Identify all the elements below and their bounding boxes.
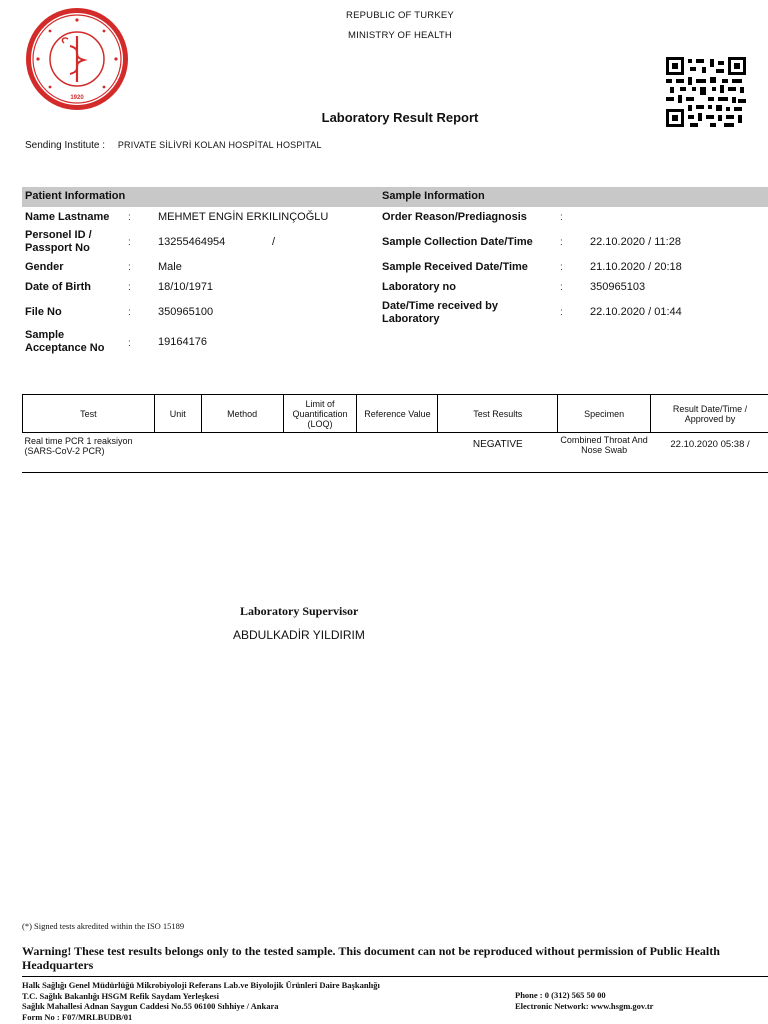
col-header-loq: Limit of Quantification (LOQ) — [283, 395, 357, 433]
sample-label-lab-received: Date/Time received by Laboratory — [382, 300, 498, 325]
col-header-reference: Reference Value — [357, 395, 438, 433]
footer-rule — [22, 976, 768, 977]
patient-passport-value: / — [272, 236, 276, 248]
supervisor-title: Laboratory Supervisor — [240, 604, 359, 618]
footer-address-line: Sağlık Mahallesi Adnan Saygun Caddesi No.55 06100 Sıhhiye / Ankara — [22, 1001, 279, 1011]
patient-label-name: Name Lastname — [25, 211, 110, 223]
sample-labno-value: 350965103 — [590, 281, 646, 293]
footer-address — [22, 980, 492, 1022]
col-header-method: Method — [201, 395, 283, 433]
patient-dob-value: 18/10/1971 — [158, 281, 214, 293]
footer-address-line: Halk Sağlığı Genel Müdürlüğü Mikrobiyoloji Referans Lab.ve Biyolojik Ürünleri Daire Başkanlığı — [22, 980, 380, 990]
footer-phone: Phone : 0 (312) 565 50 00 — [515, 990, 606, 1000]
sample-received-value: 21.10.2020 / 20:18 — [590, 261, 682, 273]
header-ministry: MINISTRY OF HEALTH — [348, 30, 452, 41]
colon: : — [560, 307, 563, 318]
table-row — [23, 433, 768, 459]
col-header-test: Test — [23, 395, 155, 433]
sample-collection-value: 22.10.2020 / 11:28 — [590, 236, 681, 248]
patient-gender-value: Male — [158, 261, 182, 273]
col-header-result: Test Results — [438, 395, 558, 433]
patient-label-acceptance: Sample Acceptance No — [25, 329, 105, 354]
patient-label-dob: Date of Birth — [25, 281, 91, 293]
cell-result: NEGATIVE — [472, 439, 523, 450]
patient-acceptance-value: 19164176 — [158, 336, 207, 348]
colon: : — [128, 307, 131, 318]
sample-label-collection: Sample Collection Date/Time — [382, 236, 533, 248]
table-header-row — [23, 395, 768, 433]
patient-id-value: 13255464954 — [158, 236, 226, 248]
report-title: Laboratory Result Report — [321, 110, 479, 125]
colon: : — [560, 262, 563, 273]
sample-lab-received-value: 22.10.2020 / 01:44 — [590, 306, 682, 318]
cell-date: 22.10.2020 05:38 / — [670, 439, 750, 450]
sample-label-reason: Order Reason/Prediagnosis — [382, 211, 527, 223]
colon: : — [128, 212, 131, 223]
header-country: REPUBLIC OF TURKEY — [346, 10, 454, 21]
footer-form-no: Form No : F07/MRLBUDB/01 — [22, 1011, 133, 1022]
patient-name-value: MEHMET ENGİN ERKILINÇOĞLU — [158, 211, 329, 223]
sending-institute-value: PRIVATE SİLİVRİ KOLAN HOSPİTAL HOSPITAL — [117, 140, 322, 150]
sample-info-heading: Sample Information — [382, 190, 485, 202]
footer-address-line: T.C. Sağlık Bakanlığı HSGM Refik Saydam Yerleşkesi — [22, 990, 219, 1001]
svg-text:1920: 1920 — [70, 95, 84, 101]
accreditation-footnote: (*) Signed tests akredited within the ISO 15189 — [22, 921, 185, 931]
sending-institute-label: Sending Institute : — [25, 140, 106, 151]
colon: : — [560, 237, 563, 248]
colon: : — [560, 282, 563, 293]
cell-specimen: Combined Throat And Nose Swab — [560, 435, 648, 455]
sample-label-labno: Laboratory no — [382, 281, 456, 293]
cell-reference — [357, 433, 438, 459]
cell-loq — [283, 433, 357, 459]
patient-file-value: 350965100 — [158, 306, 214, 318]
sending-institute — [25, 140, 322, 151]
colon: : — [128, 237, 131, 248]
colon: : — [128, 338, 131, 349]
table-bottom-rule — [22, 472, 768, 473]
results-table — [22, 394, 768, 458]
cell-unit — [154, 433, 201, 459]
patient-info-heading: Patient Information — [25, 190, 126, 202]
ministry-logo — [24, 6, 130, 112]
warning-text: Warning! These test results belongs only to the tested sample. This document can not be reproduced without permission of Public Health Headquarters — [22, 944, 720, 972]
info-section-header — [22, 187, 768, 207]
sample-label-received: Sample Received Date/Time — [382, 261, 528, 273]
patient-label-file: File No — [25, 306, 62, 318]
footer-network: Electronic Network: www.hsgm.gov.tr — [515, 1000, 654, 1011]
col-header-date: Result Date/Time / Approved by — [651, 395, 768, 433]
cell-test: Real time PCR 1 reaksiyon (SARS-CoV-2 PCR) — [24, 436, 133, 456]
qr-code — [666, 57, 746, 127]
cell-method — [201, 433, 283, 459]
col-header-unit: Unit — [154, 395, 201, 433]
col-header-specimen: Specimen — [558, 395, 651, 433]
colon: : — [128, 282, 131, 293]
colon: : — [128, 262, 131, 273]
patient-label-gender: Gender — [25, 261, 64, 273]
colon: : — [560, 212, 563, 223]
footer-contact — [515, 990, 653, 1011]
supervisor-name: ABDULKADİR YILDIRIM — [233, 628, 365, 642]
patient-label-id: Personel ID / Passport No — [25, 229, 92, 254]
